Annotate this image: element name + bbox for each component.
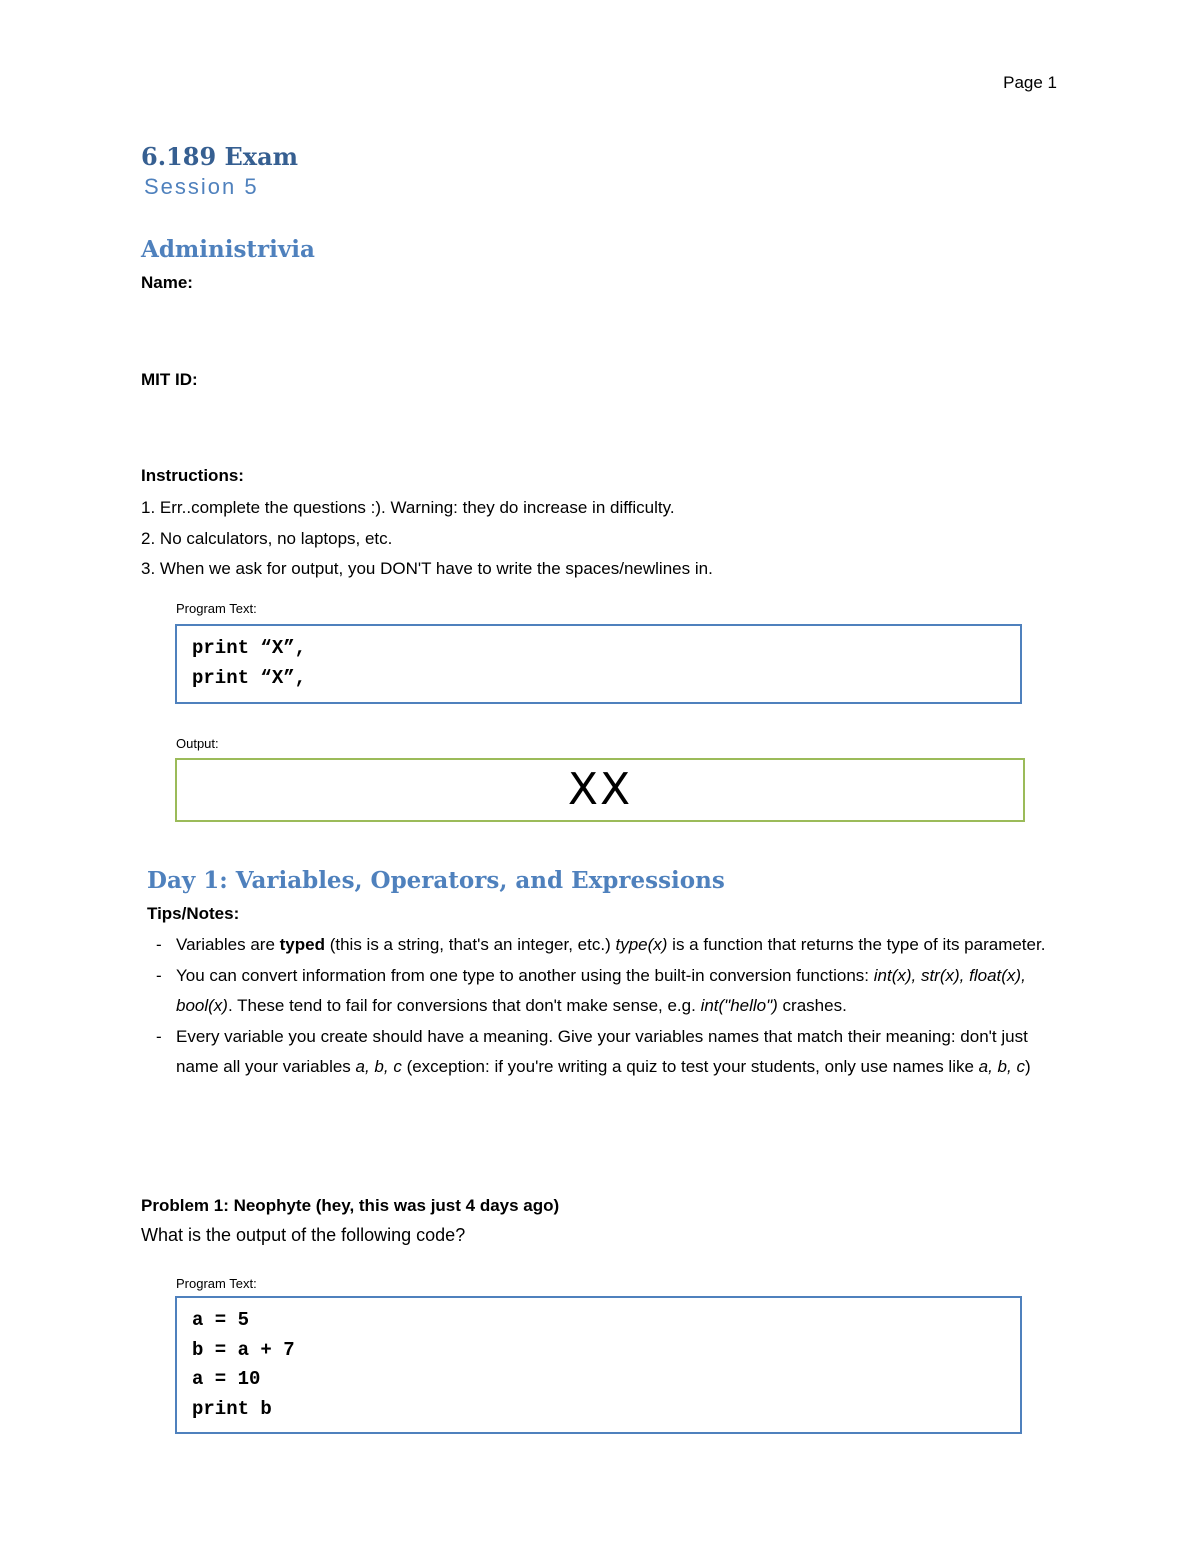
code-line: b = a + 7 [192, 1338, 295, 1361]
list-item: - You can convert information from one type to another using the built-in conversion functions: int(x), str(x), float(x), bool(x). These tend to fail for conversions that don't make sense, e.g. int("hello") crashes. [156, 965, 1026, 1015]
name-label: Name: [141, 273, 193, 292]
instruction-number: 1. [141, 498, 156, 517]
problem1-program-box [175, 1296, 1022, 1434]
mit-id-label: MIT ID: [141, 370, 198, 389]
code-line: print “X”, [192, 666, 307, 689]
instruction-text: No calculators, no laptops, etc. [159, 528, 393, 548]
problem1-question: What is the output of the following code? [141, 1225, 466, 1245]
page-number: Page 1 [1003, 73, 1057, 92]
instruction-text: When we ask for output, you DON'T have to write the spaces/newlines in. [159, 559, 713, 578]
instruction-number: 3. [141, 559, 156, 578]
instructions-label: Instructions: [141, 466, 244, 485]
instruction-text: Err..complete the questions :). Warning: they do increase in difficulty. [159, 498, 675, 517]
administrivia-heading: Administrivia [141, 236, 315, 263]
instructions-list [141, 493, 1091, 585]
problem1-title: Problem 1: Neophyte (hey, this was just 4 days ago) [141, 1196, 560, 1215]
exam-subtitle: Session 5 [144, 174, 259, 199]
exam-title: 6.189 Exam [141, 142, 299, 171]
example-output-label: Output: [176, 736, 219, 751]
problem1-program-label: Program Text: [176, 1276, 257, 1291]
list-item: - Every variable you create should have a meaning. Give your variables names that match their meaning: don't just name all your variables a, b, c (exception: if you're writing a quiz to test your students, only use names like a, b, c) [156, 1026, 1031, 1076]
list-item [141, 554, 1091, 585]
instruction-number: 2. [141, 528, 156, 548]
list-item: - Variables are typed (this is a string, that's an integer, etc.) type(x) is a function that returns the type of its parameter. [156, 935, 1046, 954]
code-line: print b [192, 1397, 272, 1420]
example-program-box [175, 624, 1022, 704]
example-output-value: XX [567, 764, 633, 815]
example-output-box [175, 758, 1025, 822]
code-line: print “X”, [192, 637, 307, 659]
list-item [141, 524, 1091, 555]
day1-heading: Day 1: Variables, Operators, and Expressions [147, 867, 725, 894]
tips-list [152, 930, 1067, 1083]
code-line: a = 10 [192, 1368, 261, 1390]
example-program-label: Program Text: [176, 601, 257, 616]
tips-label: Tips/Notes: [147, 904, 240, 923]
code-line: a = 5 [192, 1309, 250, 1331]
list-item [141, 493, 1091, 524]
